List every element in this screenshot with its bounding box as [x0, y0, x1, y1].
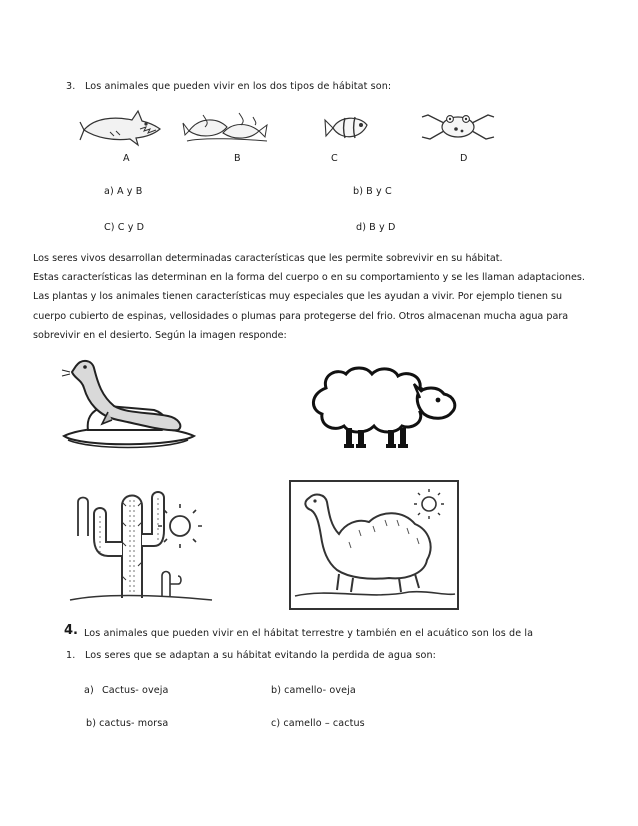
paragraph-line: Estas características las determinan en la forma del cuerpo o en su comportamiento y se les llaman adaptaciones.: [33, 272, 585, 284]
camel-icon: [289, 480, 459, 612]
q3-option-b[interactable]: b) B y C: [353, 186, 392, 197]
q3-option-c[interactable]: C) C y D: [104, 222, 145, 233]
q1-option-a[interactable]: Cactus- oveja: [102, 685, 169, 696]
label-d: D: [460, 153, 468, 164]
sheep-icon: [304, 364, 460, 454]
q3-option-d[interactable]: d) B y D: [356, 222, 396, 233]
frog-icon: [420, 109, 496, 145]
q1-option-b[interactable]: b) camello- oveja: [271, 685, 356, 696]
q3-text: Los animales que pueden vivir en los dos tipos de hábitat son:: [85, 81, 392, 92]
q1-option-a-label[interactable]: a): [84, 685, 94, 696]
paragraph-line: Las plantas y los animales tienen características muy especiales que les ayudan a vivir. Por ejemplo tienen su: [33, 291, 563, 303]
q4-text: Los animales que pueden vivir en el hábitat terrestre y también en el acuático son los de la: [84, 628, 534, 639]
q1-number: 1.: [66, 650, 76, 661]
q1-option-c[interactable]: b) cactus- morsa: [86, 718, 169, 729]
q1-text: Los seres que se adaptan a su hábitat evitando la perdida de agua son:: [85, 650, 436, 661]
paragraph-line: sobrevivir en el desierto. Según la imagen responde:: [33, 329, 287, 341]
shark-icon: [80, 108, 162, 146]
q3-option-a[interactable]: a) A y B: [104, 186, 143, 197]
clownfish-icon: [325, 113, 377, 143]
fish-group-icon: [183, 111, 269, 143]
q4-number: 4.: [64, 623, 78, 638]
cactus-icon: [70, 476, 212, 608]
paragraph-line: Los seres vivos desarrollan determinadas características que les permite sobrevivir en su hábitat.: [33, 253, 503, 264]
q1-option-d[interactable]: c) camello – cactus: [271, 718, 365, 729]
label-c: C: [331, 153, 338, 164]
seal-icon: [58, 354, 198, 452]
label-a: A: [123, 153, 130, 164]
paragraph-line: cuerpo cubierto de espinas, vellosidades o plumas para protegerse del frio. Otros almacenan mucha agua para: [33, 310, 569, 322]
q3-number: 3.: [66, 81, 76, 92]
adaptations-paragraph: [33, 249, 608, 345]
label-b: B: [234, 153, 241, 164]
